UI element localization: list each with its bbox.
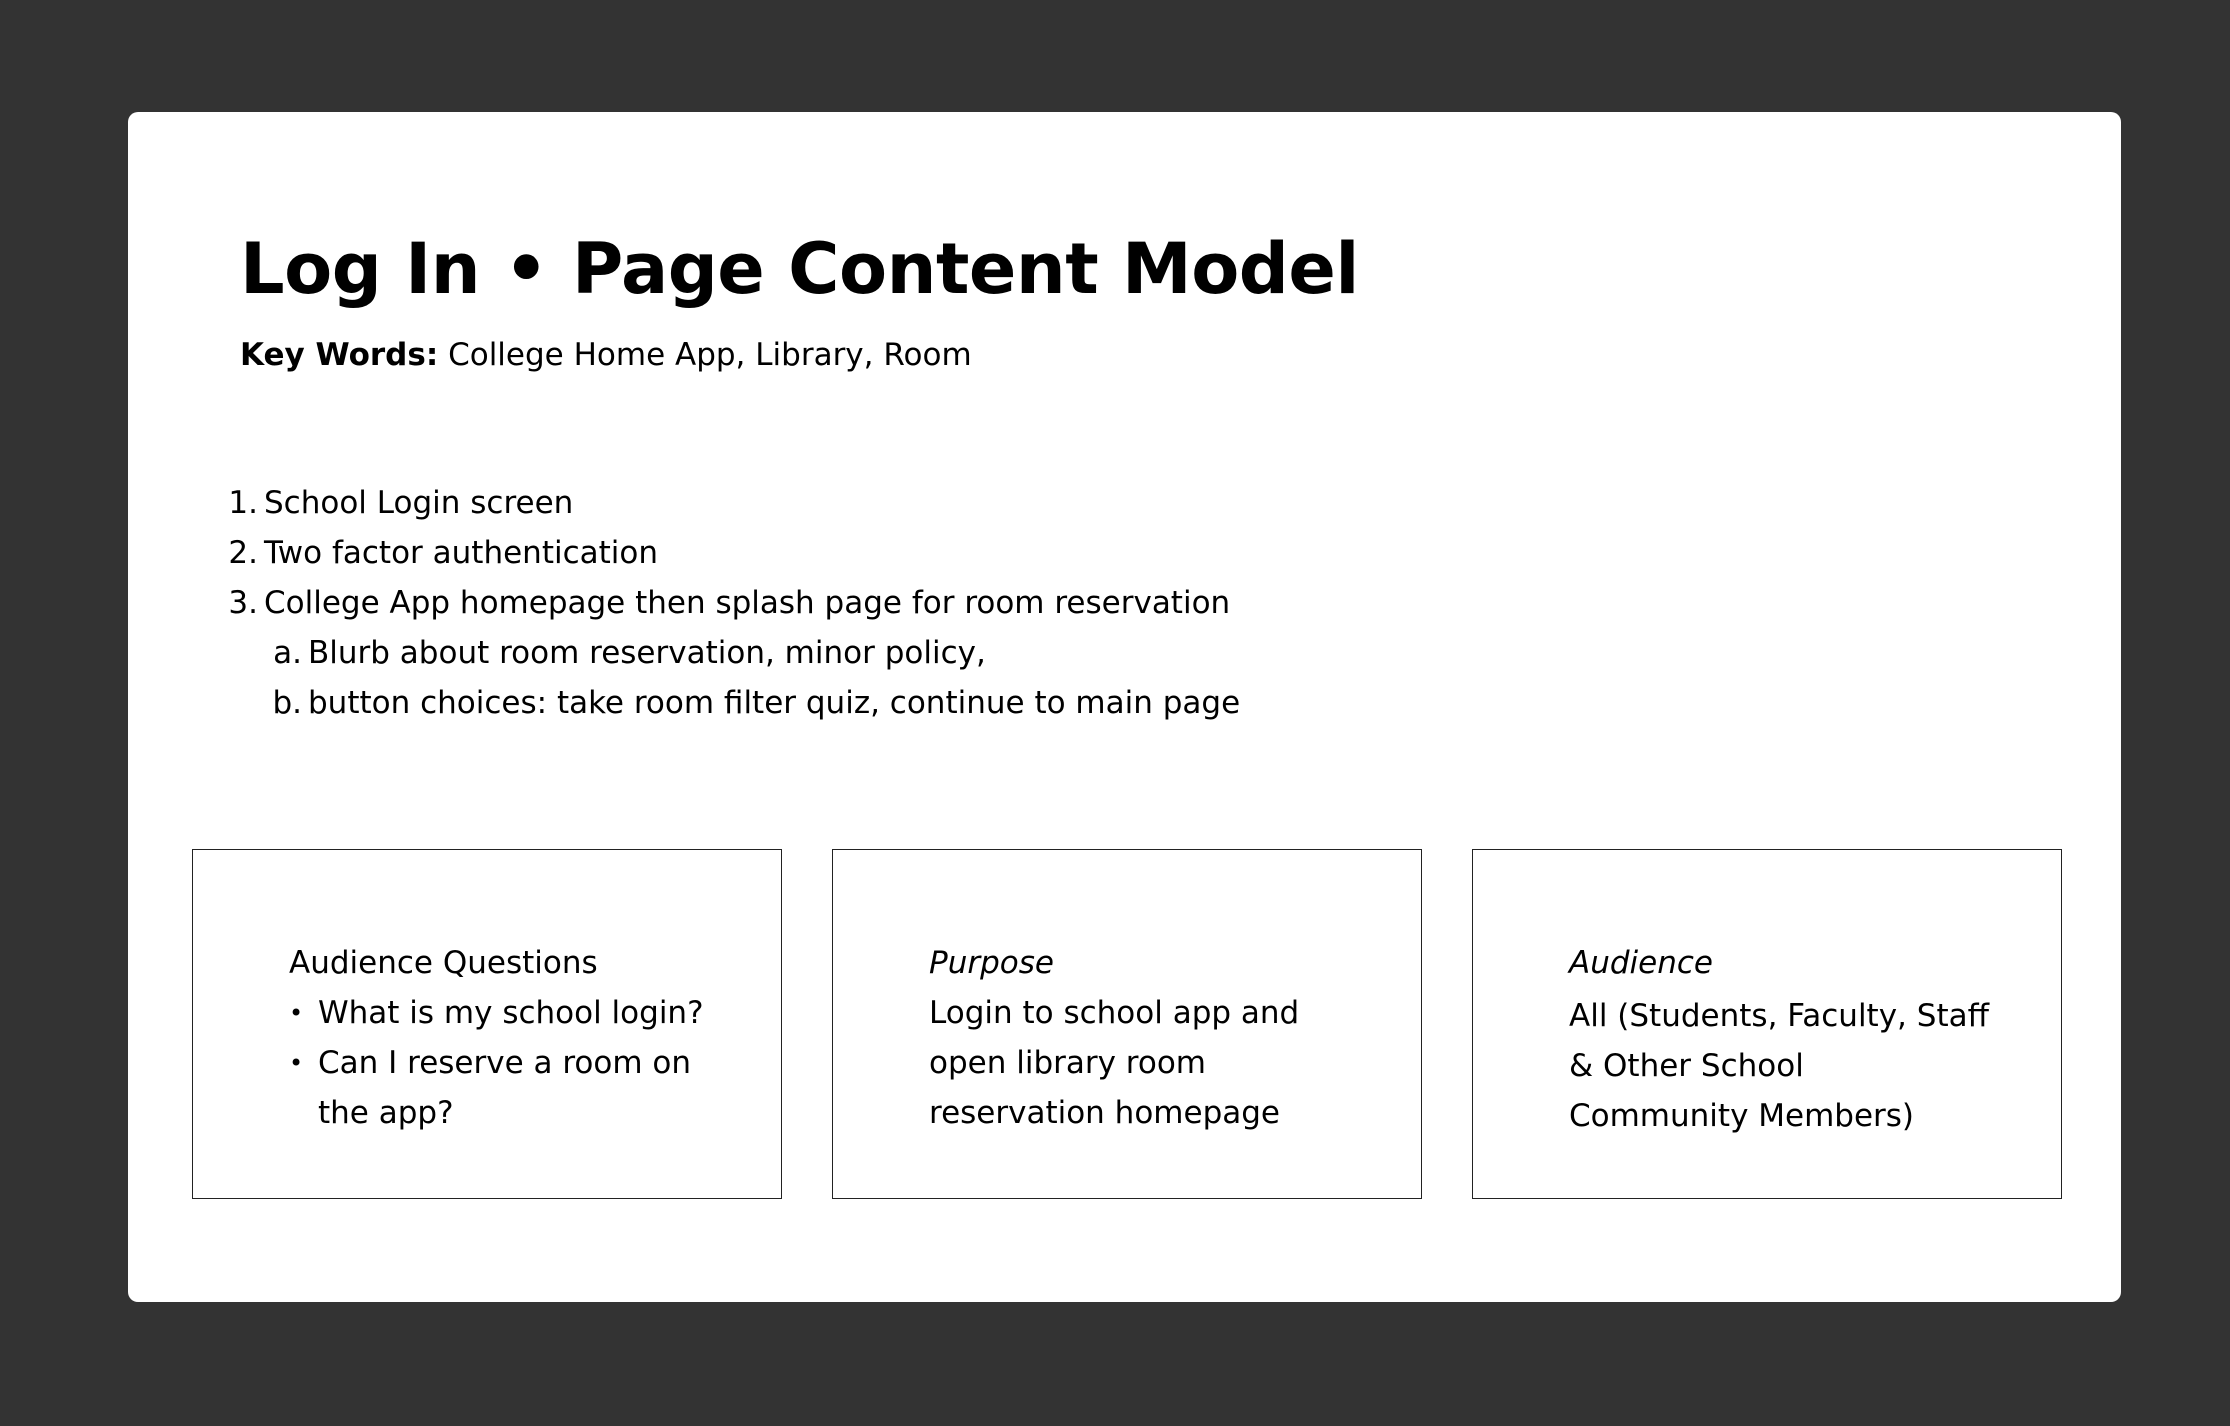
steps-list [226,478,1240,728]
list-marker: 2. [228,535,258,571]
bullet-icon: • [289,1049,304,1077]
purpose-box [832,849,1422,1199]
audience-questions-list [289,988,718,1138]
audience-questions-heading: Audience Questions [289,945,598,981]
list-item-text: Two factor authentication [264,535,659,571]
page-title: Log In • Page Content Model [240,228,1359,310]
list-marker: b. [272,685,302,721]
purpose-heading: Purpose [929,945,1054,981]
keywords-value: College Home App, Library, Room [448,337,972,373]
list-item-text: College App homepage then splash page for room reservation [264,585,1231,621]
list-item-text: Can I reserve a room on the app? [318,1045,692,1131]
list-item [226,578,1240,628]
list-item-text: School Login screen [264,485,574,521]
content-model-card [128,112,2121,1302]
keywords-line [240,337,972,374]
list-item [226,478,1240,528]
list-item-text: button choices: take room filter quiz, continue to main page [308,685,1241,721]
audience-heading: Audience [1569,945,1713,981]
purpose-text: Login to school app and open library room reservation homepage [929,995,1300,1131]
bullet-icon: • [289,999,304,1027]
list-item [289,988,718,1038]
audience-text: All (Students, Faculty, Staff & Other School Community Members) [1569,998,1989,1134]
keywords-label: Key Words: [240,337,439,373]
list-subitem [226,628,1240,678]
audience-questions-box [192,849,782,1199]
list-marker: a. [273,635,302,671]
list-item [289,1038,718,1138]
list-item-text: Blurb about room reservation, minor policy, [308,635,986,671]
audience-box [1472,849,2062,1199]
list-marker: 3. [228,585,258,621]
list-item [226,528,1240,578]
list-marker: 1. [228,485,258,521]
list-item-text: What is my school login? [318,995,704,1031]
list-subitem [226,678,1240,728]
